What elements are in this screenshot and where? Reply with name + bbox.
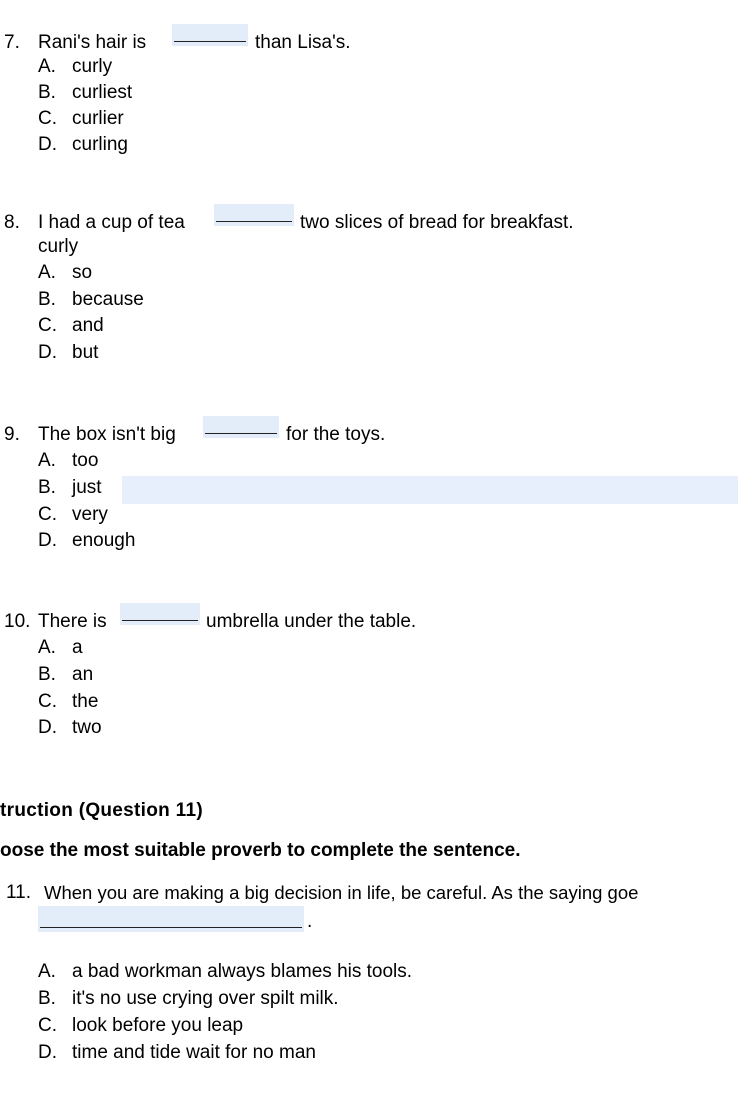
option-d[interactable]: D. but (38, 342, 99, 363)
question-text-before: The box isn't big (38, 424, 176, 445)
option-c[interactable]: C. curlier (38, 108, 124, 129)
question-text-after: umbrella under the table. (206, 611, 417, 632)
question-extra-text: curly (38, 236, 79, 257)
option-d[interactable]: D. enough (38, 530, 136, 551)
option-c[interactable]: C. look before you leap (38, 1015, 244, 1036)
question-number: 10. (4, 611, 31, 632)
instruction-text: oose the most suitable proverb to complete the sentence. (0, 840, 521, 861)
question-period: . (307, 911, 313, 932)
question-number: 8. (4, 212, 20, 233)
option-b[interactable]: B. just (38, 477, 102, 498)
option-c[interactable]: C. very (38, 504, 108, 525)
option-c[interactable]: C. and (38, 315, 104, 336)
option-c[interactable]: C. the (38, 691, 99, 712)
question-number: 9. (4, 424, 20, 445)
instruction-heading: truction (Question 11) (0, 800, 203, 821)
question-text-before: There is (38, 611, 107, 632)
answer-blank[interactable] (38, 906, 304, 932)
option-a[interactable]: A. a (38, 637, 83, 658)
question-text-before: Rani's hair is (38, 32, 147, 53)
option-d[interactable]: D. two (38, 717, 102, 738)
option-a[interactable]: A. so (38, 262, 93, 283)
question-text-after: for the toys. (286, 424, 386, 445)
question-number: 11. (6, 882, 32, 903)
option-d[interactable]: D. curling (38, 134, 128, 155)
option-b[interactable]: B. an (38, 664, 94, 685)
highlight-band (122, 476, 738, 504)
option-a[interactable]: A. a bad workman always blames his tools. (38, 961, 413, 982)
question-text-after: than Lisa's. (255, 32, 351, 53)
answer-blank[interactable] (203, 416, 279, 438)
question-text: When you are making a big decision in life, be careful. As the saying goe (44, 882, 639, 903)
question-text-before: I had a cup of tea (38, 212, 185, 233)
answer-blank[interactable] (214, 204, 294, 226)
question-text-after: two slices of bread for breakfast. (300, 212, 574, 233)
question-number: 7. (4, 32, 20, 53)
option-b[interactable]: B. curliest (38, 82, 133, 103)
option-b[interactable]: B. because (38, 289, 144, 310)
answer-blank[interactable] (120, 603, 200, 625)
option-b[interactable]: B. it's no use crying over spilt milk. (38, 988, 339, 1009)
option-d[interactable]: D. time and tide wait for no man (38, 1042, 316, 1063)
answer-blank[interactable] (172, 24, 248, 46)
option-a[interactable]: A. curly (38, 56, 113, 77)
option-a[interactable]: A. too (38, 450, 99, 471)
